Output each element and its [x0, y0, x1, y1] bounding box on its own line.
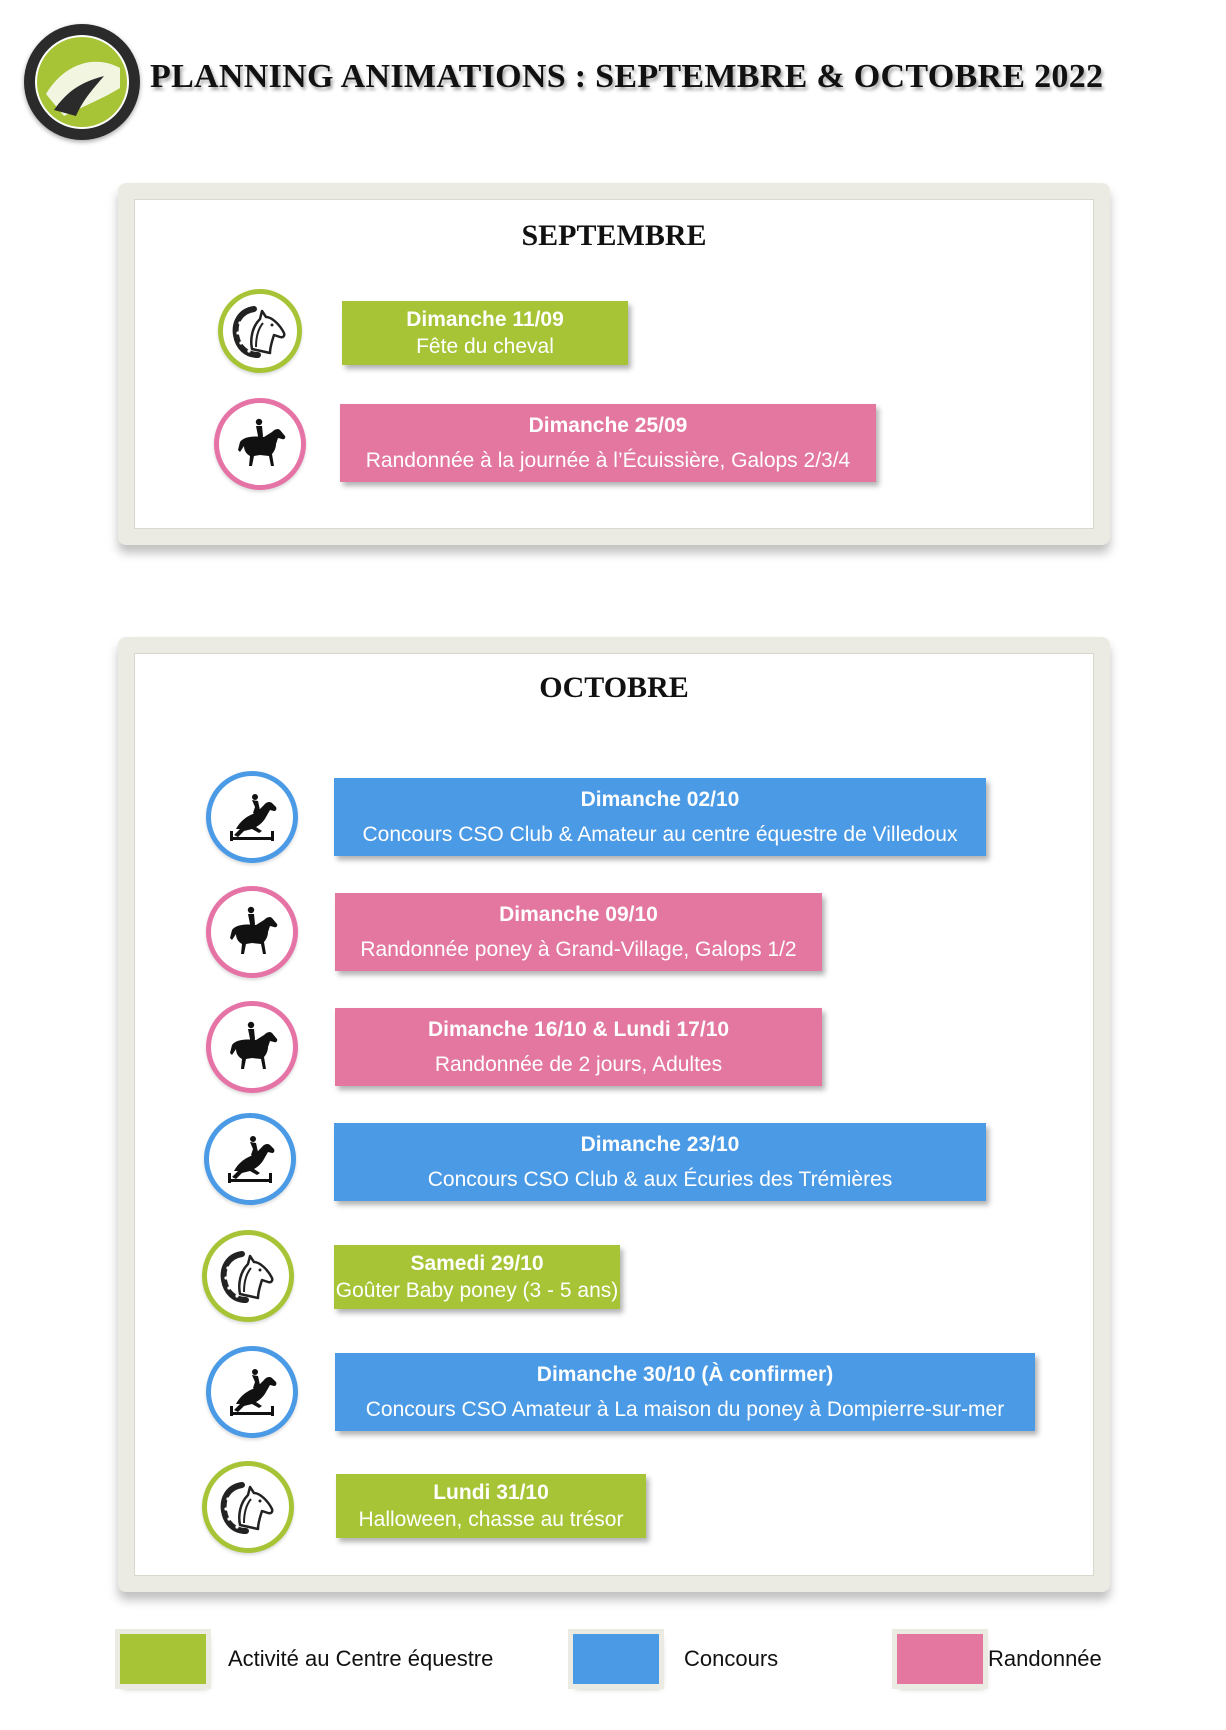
horseshoe-horse-head-icon [218, 289, 302, 373]
event-description: Concours CSO Club & Amateur au centre équestre de Villedoux [362, 823, 958, 846]
horse-rider-walking-icon [206, 1001, 298, 1093]
event-card [340, 404, 876, 482]
event-description: Concours CSO Amateur à La maison du poney à Dompierre-sur-mer [365, 1398, 1005, 1421]
event-card [336, 1474, 646, 1538]
legend-label-activite: Activité au Centre équestre [228, 1646, 494, 1671]
legend-swatch-randonnee [897, 1634, 983, 1684]
event-date: Dimanche 09/10 [499, 903, 658, 926]
month-title-septembre: SEPTEMBRE [521, 219, 707, 252]
event-date: Samedi 29/10 [410, 1252, 544, 1275]
horseshoe-horse-head-icon [202, 1461, 294, 1553]
event-description: Fête du cheval [416, 335, 554, 358]
horseshoe-horse-head-icon [202, 1230, 294, 1322]
octobre-panel [118, 637, 1110, 1592]
event-card [335, 1353, 1035, 1431]
event-card [334, 1123, 986, 1201]
event-card [335, 1008, 822, 1086]
club-logo [24, 24, 140, 140]
legend-swatch-activite [120, 1634, 206, 1684]
event-description: Randonnée de 2 jours, Adultes [434, 1053, 723, 1076]
event-card [342, 301, 628, 365]
event-date: Dimanche 30/10 (À confirmer) [536, 1363, 834, 1386]
event-date: Dimanche 02/10 [580, 788, 740, 811]
event-description: Halloween, chasse au trésor [358, 1508, 624, 1531]
legend-label-concours: Concours [684, 1646, 779, 1671]
event-date: Dimanche 16/10 & Lundi 17/10 [427, 1018, 730, 1041]
month-title-octobre: OCTOBRE [539, 671, 689, 704]
event-description: Concours CSO Club & aux Écuries des Trémières [427, 1168, 893, 1191]
septembre-panel [118, 183, 1110, 545]
event-date: Dimanche 11/09 [406, 308, 564, 331]
event-date: Dimanche 25/09 [528, 414, 688, 437]
event-date: Dimanche 23/10 [580, 1133, 740, 1156]
horse-rider-walking-icon [206, 886, 298, 978]
show-jumping-icon [206, 1346, 298, 1438]
event-card [334, 1245, 620, 1309]
horse-rider-walking-icon [214, 398, 306, 490]
event-description: Randonnée poney à Grand-Village, Galops 1/2 [360, 938, 797, 961]
event-date: Lundi 31/10 [433, 1481, 549, 1504]
show-jumping-icon [206, 771, 298, 863]
legend-swatch-concours [573, 1634, 659, 1684]
event-card [334, 778, 986, 856]
event-card [335, 893, 822, 971]
page-title: PLANNING ANIMATIONS : SEPTEMBRE & OCTOBRE 2022 [150, 58, 1104, 95]
horse-logo-icon [24, 24, 140, 140]
event-description: Goûter Baby poney (3 - 5 ans) [335, 1279, 619, 1302]
event-description: Randonnée à la journée à l’Écuissière, Galops 2/3/4 [365, 449, 851, 472]
show-jumping-icon [204, 1113, 296, 1205]
legend-label-randonnee: Randonnée [988, 1646, 1102, 1671]
